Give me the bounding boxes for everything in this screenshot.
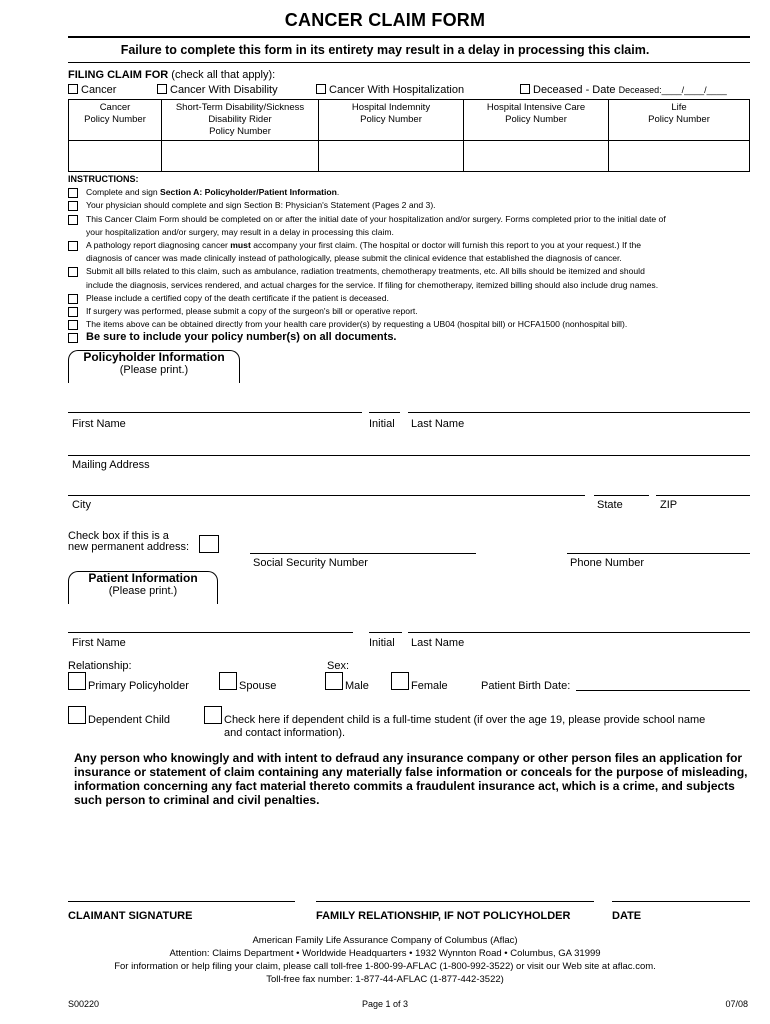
ph-zip-input[interactable] xyxy=(656,495,750,496)
disability-policy-input[interactable] xyxy=(162,141,319,172)
checkbox[interactable] xyxy=(68,294,78,304)
deceased-date-field[interactable]: Deceased:____/____/____ xyxy=(618,85,727,95)
footer-address: Attention: Claims Department • Worldwide Headquarters • 1932 Wynnton Road • Columbus, GA 31999 xyxy=(169,948,601,959)
header-disability-policy: Short-Term Disability/Sickness Disability Rider Policy Number xyxy=(162,100,319,141)
pt-spouse-checkbox[interactable] xyxy=(219,672,237,690)
checkbox[interactable] xyxy=(68,307,78,317)
checkbox[interactable] xyxy=(316,84,326,94)
instruction-item: Please include a certified copy of the death certificate if the patient is deceased. xyxy=(68,292,750,305)
ph-phone-input[interactable] xyxy=(567,553,750,554)
ph-mailing-address-label: Mailing Address xyxy=(72,459,150,471)
title-rule xyxy=(68,36,750,38)
pt-birth-date-input[interactable] xyxy=(576,690,750,691)
pt-primary-label: Primary Policyholder xyxy=(88,680,189,692)
policy-number-reminder: Be sure to include your policy number(s) on all documents. xyxy=(68,331,750,344)
family-relationship-label: FAMILY RELATIONSHIP, IF NOT POLICYHOLDER xyxy=(316,910,571,922)
header-intensive-care-policy: Hospital Intensive Care Policy Number xyxy=(464,100,609,141)
pt-dependent-checkbox[interactable] xyxy=(68,706,86,724)
filing-options xyxy=(68,84,758,98)
instruction-item: The items above can be obtained directly from your health care provider(s) by requesting a UB04 (hospital bill) or HCFA1500 (nonhospital bill). xyxy=(68,318,750,331)
page-number: Page 1 of 3 xyxy=(361,999,409,1009)
life-policy-input[interactable] xyxy=(609,141,750,172)
hospital-indemnity-policy-input[interactable] xyxy=(319,141,464,172)
pt-female-label: Female xyxy=(411,680,448,692)
policy-number-table xyxy=(68,99,750,172)
ph-last-name-label: Last Name xyxy=(411,418,465,430)
instruction-item: This Cancer Claim Form should be completed on or after the initial date of your hospitalization and/or surgery. Forms completed prior to the initial date of xyxy=(68,213,750,226)
form-number: S00220 xyxy=(68,999,100,1009)
ph-first-name-label: First Name xyxy=(72,418,126,430)
patient-tab xyxy=(68,571,218,604)
ph-state-input[interactable] xyxy=(594,495,649,496)
policyholder-tab xyxy=(68,350,240,383)
ph-initial-input[interactable] xyxy=(369,412,400,413)
pt-first-name-label: First Name xyxy=(72,637,126,649)
option-cancer-disability[interactable]: Cancer With Disability xyxy=(157,84,278,96)
instructions xyxy=(68,173,750,345)
ph-city-label: City xyxy=(72,499,91,511)
instruction-item: Submit all bills related to this claim, such as ambulance, radiation treatments, chemotherapy treatments, etc. All bills should be itemized and should xyxy=(68,265,750,278)
patient-subheading: (Please print.) xyxy=(108,585,178,597)
instruction-item: Your physician should complete and sign Section B: Physician's Statement (Pages 2 and 3). xyxy=(68,199,750,212)
header-hospital-indemnity-policy: Hospital Indemnity Policy Number xyxy=(319,100,464,141)
instruction-continuation: diagnosis of cancer was made clinically instead of pathologically, please submit the clinical evidence that established the diagnosis of cancer. xyxy=(86,253,622,264)
checkbox[interactable] xyxy=(68,267,78,277)
pt-sex-label: Sex: xyxy=(327,660,350,672)
warning-text: Failure to complete this form in its entirety may result in a delay in processing this claim. xyxy=(120,43,650,57)
instruction-continuation: include the diagnosis, services rendered, and actual charges for the service. If filing for chemotherapy, itemized billing should also include drug names. xyxy=(86,279,659,290)
patient-heading: Patient Information xyxy=(88,571,198,585)
instruction-item: If surgery was performed, please submit a copy of the surgeon's bill or operative report. xyxy=(68,305,750,318)
family-relationship-input[interactable] xyxy=(316,901,594,902)
pt-male-label: Male xyxy=(345,680,369,692)
ph-mailing-address-input[interactable] xyxy=(68,455,750,456)
signature-date-input[interactable] xyxy=(612,901,750,902)
claimant-signature-input[interactable] xyxy=(68,901,295,902)
pt-initial-input[interactable] xyxy=(369,632,402,633)
checkbox[interactable] xyxy=(520,84,530,94)
ph-ssn-input[interactable] xyxy=(250,553,476,554)
ph-initial-label: Initial xyxy=(369,418,395,430)
revision-date: 07/08 xyxy=(725,999,748,1009)
date-label: DATE xyxy=(612,910,642,922)
pt-female-checkbox[interactable] xyxy=(391,672,409,690)
footer-help: For information or help filing your claim, please call toll-free 1-800-99-AFLAC (1-800-992-3522) or visit our Web site at aflac.com. xyxy=(114,961,656,972)
cancer-policy-input[interactable] xyxy=(69,141,162,172)
pt-last-name-input[interactable] xyxy=(408,632,750,633)
ph-last-name-input[interactable] xyxy=(408,412,750,413)
ph-ssn-label: Social Security Number xyxy=(253,557,368,569)
pt-first-name-input[interactable] xyxy=(68,632,353,633)
pt-student-label: Check here if dependent child is a full-time student (if over the age 19, please provide school name and contact information). xyxy=(224,714,706,739)
checkbox[interactable] xyxy=(68,241,78,251)
ph-city-input[interactable] xyxy=(68,495,585,496)
pt-birth-date-label: Patient Birth Date: xyxy=(481,680,571,692)
fraud-statement: Any person who knowingly and with intent to defraud any insurance company or other person files an application for insurance or statement of claim containing any materially false information or conceals for the purpose of misleading, information concerning any fact material thereto commits a fraudulent insurance act, which is a crime, and subjects such person to criminal and civil penalties. xyxy=(74,751,748,807)
option-cancer[interactable]: Cancer xyxy=(68,84,116,96)
pt-last-name-label: Last Name xyxy=(411,637,465,649)
instruction-item: Complete and sign Section A: Policyholder/Patient Information. xyxy=(68,186,750,199)
checkbox[interactable] xyxy=(68,215,78,225)
pt-student-checkbox[interactable] xyxy=(204,706,222,724)
checkbox[interactable] xyxy=(68,333,78,343)
ph-new-address-label: Check box if this is a new permanent address: xyxy=(68,530,190,553)
ph-new-address-checkbox[interactable] xyxy=(199,535,219,553)
header-cancer-policy: Cancer Policy Number xyxy=(69,100,162,141)
instruction-item: A pathology report diagnosing cancer must accompany your first claim. (The hospital or doctor will furnish this report to you at your request.) If the xyxy=(68,239,750,252)
filing-claim-heading: FILING CLAIM FOR (check all that apply): xyxy=(68,69,276,81)
checkbox[interactable] xyxy=(68,84,78,94)
ph-zip-label: ZIP xyxy=(660,499,678,511)
ph-first-name-input[interactable] xyxy=(68,412,362,413)
pt-relationship-label: Relationship: xyxy=(68,660,132,672)
pt-dependent-label: Dependent Child xyxy=(88,714,170,726)
policyholder-heading: Policyholder Information xyxy=(83,350,225,364)
pt-initial-label: Initial xyxy=(369,637,395,649)
pt-male-checkbox[interactable] xyxy=(325,672,343,690)
instruction-continuation: your hospitalization and/or surgery, may result in a delay in processing this claim. xyxy=(86,226,394,237)
ph-phone-label: Phone Number xyxy=(570,557,644,569)
checkbox[interactable] xyxy=(68,188,78,198)
policyholder-subheading: (Please print.) xyxy=(119,364,189,376)
option-cancer-hospitalization[interactable]: Cancer With Hospitalization xyxy=(316,84,464,96)
pt-primary-checkbox[interactable] xyxy=(68,672,86,690)
intensive-care-policy-input[interactable] xyxy=(464,141,609,172)
checkbox[interactable] xyxy=(68,201,78,211)
instructions-heading: INSTRUCTIONS: xyxy=(68,174,139,184)
form-title: CANCER CLAIM FORM xyxy=(284,10,486,30)
checkbox[interactable] xyxy=(157,84,167,94)
claimant-signature-label: CLAIMANT SIGNATURE xyxy=(68,910,193,922)
footer-company: American Family Life Assurance Company of Columbus (Aflac) xyxy=(252,935,518,946)
footer-fax: Toll-free fax number: 1-877-44-AFLAC (1-877-442-3522) xyxy=(266,974,504,985)
ph-state-label: State xyxy=(597,499,623,511)
header-life-policy: Life Policy Number xyxy=(609,100,750,141)
checkbox[interactable] xyxy=(68,320,78,330)
warning-rule xyxy=(68,62,750,63)
pt-spouse-label: Spouse xyxy=(239,680,277,692)
option-deceased[interactable]: Deceased - Date Deceased:____/____/____ xyxy=(520,84,727,96)
